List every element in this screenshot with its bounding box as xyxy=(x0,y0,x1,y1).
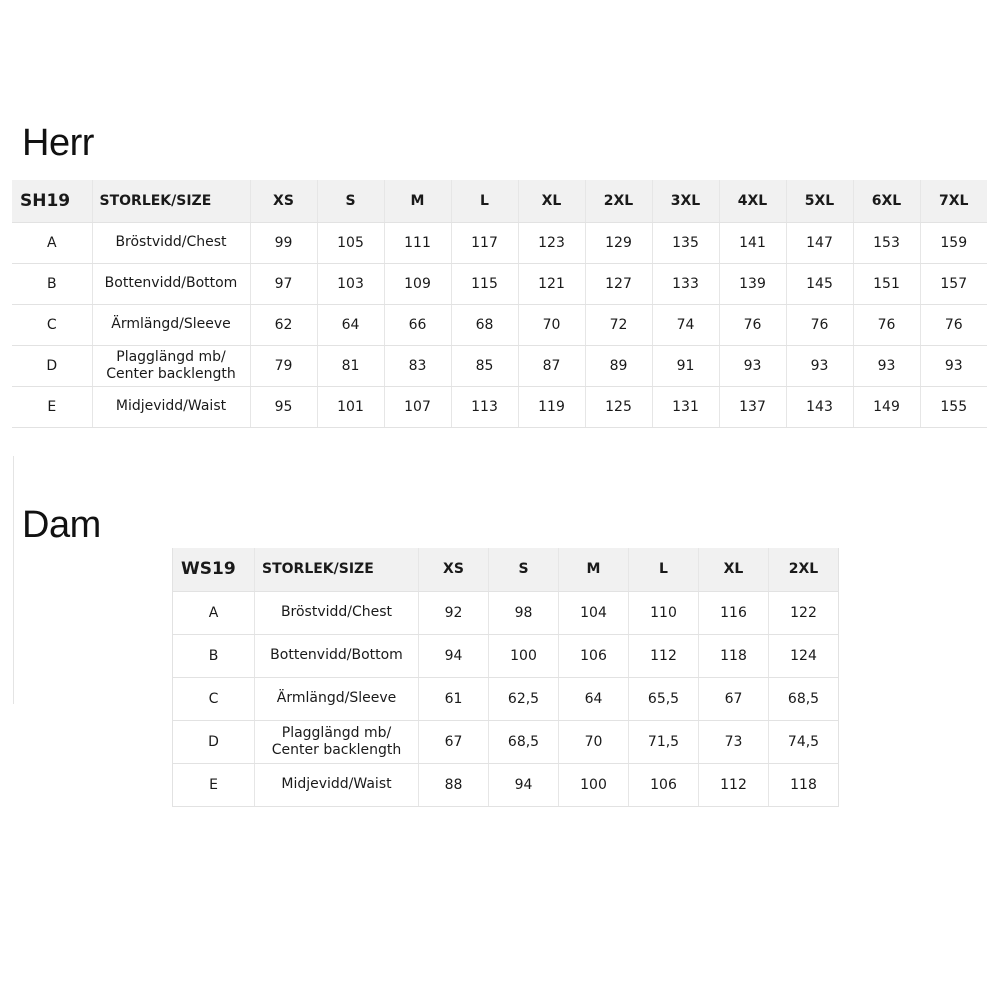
measure-label-line: Center backlength xyxy=(271,741,402,758)
measure-value: 93 xyxy=(853,345,920,386)
dam-section-title: Dam xyxy=(22,504,101,546)
measure-value: 76 xyxy=(786,304,853,345)
measure-value: 103 xyxy=(317,263,384,304)
size-header-l: L xyxy=(629,548,699,591)
measure-value: 74,5 xyxy=(769,720,839,763)
measure-value: 115 xyxy=(451,263,518,304)
measure-value: 133 xyxy=(652,263,719,304)
measure-value: 87 xyxy=(518,345,585,386)
measure-value: 118 xyxy=(699,634,769,677)
measure-label-line: Plagglängd mb/ xyxy=(116,348,226,365)
measure-label xyxy=(92,222,250,263)
measure-value: 155 xyxy=(920,386,987,427)
measure-label-line: Ärmlängd/Sleeve xyxy=(276,690,397,706)
measure-value: 116 xyxy=(699,591,769,634)
measure-value: 74 xyxy=(652,304,719,345)
measure-value: 141 xyxy=(719,222,786,263)
measure-label xyxy=(92,345,250,386)
size-header-xs: XS xyxy=(419,548,489,591)
measure-value: 64 xyxy=(317,304,384,345)
measure-value: 125 xyxy=(585,386,652,427)
measure-label-line: Bröstvidd/Chest xyxy=(115,234,227,250)
measure-label xyxy=(92,263,250,304)
measure-letter: B xyxy=(173,634,255,677)
measure-letter: A xyxy=(173,591,255,634)
measure-value: 159 xyxy=(920,222,987,263)
measure-value: 76 xyxy=(853,304,920,345)
measure-value: 100 xyxy=(489,634,559,677)
measure-value: 151 xyxy=(853,263,920,304)
measure-value: 79 xyxy=(250,345,317,386)
measure-value: 83 xyxy=(384,345,451,386)
measure-value: 117 xyxy=(451,222,518,263)
measure-value: 139 xyxy=(719,263,786,304)
measure-value: 64 xyxy=(559,677,629,720)
measure-value: 92 xyxy=(419,591,489,634)
measure-value: 93 xyxy=(920,345,987,386)
size-header-xl: XL xyxy=(518,180,585,222)
measure-value: 107 xyxy=(384,386,451,427)
measure-label-line: Midjevidd/Waist xyxy=(281,776,392,792)
size-header-l: L xyxy=(451,180,518,222)
measure-value: 89 xyxy=(585,345,652,386)
table-row xyxy=(173,591,839,634)
herr-size-table xyxy=(12,180,987,428)
measure-letter: D xyxy=(12,345,92,386)
measure-value: 68,5 xyxy=(489,720,559,763)
measure-value: 88 xyxy=(419,763,489,806)
measure-value: 123 xyxy=(518,222,585,263)
size-column-header: STORLEK/SIZE xyxy=(92,180,250,222)
dam-size-table xyxy=(172,548,839,807)
table-row xyxy=(12,304,987,345)
measure-label-line: Bottenvidd/Bottom xyxy=(270,647,403,663)
herr-section-title: Herr xyxy=(22,122,94,164)
measure-label-line: Midjevidd/Waist xyxy=(115,398,227,414)
measure-value: 147 xyxy=(786,222,853,263)
measure-letter: E xyxy=(173,763,255,806)
size-header-m: M xyxy=(559,548,629,591)
measure-value: 113 xyxy=(451,386,518,427)
measure-value: 153 xyxy=(853,222,920,263)
measure-value: 91 xyxy=(652,345,719,386)
measure-label xyxy=(255,591,419,634)
measure-value: 149 xyxy=(853,386,920,427)
product-code: SH19 xyxy=(12,180,92,222)
table-row xyxy=(12,263,987,304)
measure-label-line: Bröstvidd/Chest xyxy=(280,604,393,620)
measure-label xyxy=(92,304,250,345)
measure-value: 85 xyxy=(451,345,518,386)
measure-value: 124 xyxy=(769,634,839,677)
measure-value: 112 xyxy=(699,763,769,806)
measure-value: 100 xyxy=(559,763,629,806)
measure-value: 112 xyxy=(629,634,699,677)
measure-value: 111 xyxy=(384,222,451,263)
table-row xyxy=(12,222,987,263)
measure-label xyxy=(255,763,419,806)
measure-value: 105 xyxy=(317,222,384,263)
measure-value: 95 xyxy=(250,386,317,427)
size-header-2xl: 2XL xyxy=(769,548,839,591)
measure-value: 67 xyxy=(419,720,489,763)
product-code: WS19 xyxy=(173,548,255,591)
measure-value: 81 xyxy=(317,345,384,386)
measure-value: 106 xyxy=(629,763,699,806)
measure-value: 70 xyxy=(518,304,585,345)
size-header-3xl: 3XL xyxy=(652,180,719,222)
measure-value: 135 xyxy=(652,222,719,263)
size-header-m: M xyxy=(384,180,451,222)
herr-header-row xyxy=(12,180,987,222)
measure-value: 109 xyxy=(384,263,451,304)
measure-label-line: Ärmlängd/Sleeve xyxy=(111,316,231,332)
measure-value: 157 xyxy=(920,263,987,304)
measure-letter: E xyxy=(12,386,92,427)
table-row xyxy=(173,763,839,806)
measure-value: 93 xyxy=(786,345,853,386)
table-row xyxy=(12,345,987,386)
measure-value: 106 xyxy=(559,634,629,677)
measure-label xyxy=(255,634,419,677)
measure-value: 94 xyxy=(419,634,489,677)
measure-letter: C xyxy=(173,677,255,720)
measure-value: 119 xyxy=(518,386,585,427)
measure-value: 68 xyxy=(451,304,518,345)
size-header-6xl: 6XL xyxy=(853,180,920,222)
measure-value: 129 xyxy=(585,222,652,263)
measure-label-line: Bottenvidd/Bottom xyxy=(104,275,238,291)
measure-value: 62,5 xyxy=(489,677,559,720)
table-row xyxy=(173,634,839,677)
size-header-s: S xyxy=(489,548,559,591)
measure-value: 94 xyxy=(489,763,559,806)
size-header-2xl: 2XL xyxy=(585,180,652,222)
divider-line xyxy=(13,456,14,704)
size-header-5xl: 5XL xyxy=(786,180,853,222)
measure-value: 76 xyxy=(719,304,786,345)
measure-letter: A xyxy=(12,222,92,263)
measure-value: 143 xyxy=(786,386,853,427)
dam-header-row xyxy=(173,548,839,591)
measure-value: 131 xyxy=(652,386,719,427)
measure-value: 104 xyxy=(559,591,629,634)
measure-label xyxy=(255,677,419,720)
size-header-xl: XL xyxy=(699,548,769,591)
table-row xyxy=(12,386,987,427)
size-column-header: STORLEK/SIZE xyxy=(255,548,419,591)
size-header-s: S xyxy=(317,180,384,222)
measure-value: 68,5 xyxy=(769,677,839,720)
measure-value: 145 xyxy=(786,263,853,304)
measure-value: 65,5 xyxy=(629,677,699,720)
measure-value: 70 xyxy=(559,720,629,763)
measure-value: 93 xyxy=(719,345,786,386)
measure-value: 121 xyxy=(518,263,585,304)
measure-letter: D xyxy=(173,720,255,763)
measure-value: 137 xyxy=(719,386,786,427)
size-header-4xl: 4XL xyxy=(719,180,786,222)
measure-value: 122 xyxy=(769,591,839,634)
measure-value: 73 xyxy=(699,720,769,763)
measure-value: 98 xyxy=(489,591,559,634)
measure-value: 127 xyxy=(585,263,652,304)
table-row xyxy=(173,720,839,763)
measure-value: 61 xyxy=(419,677,489,720)
measure-value: 76 xyxy=(920,304,987,345)
measure-value: 110 xyxy=(629,591,699,634)
measure-letter: B xyxy=(12,263,92,304)
measure-label-line: Plagglängd mb/ xyxy=(281,724,392,741)
measure-value: 97 xyxy=(250,263,317,304)
measure-letter: C xyxy=(12,304,92,345)
size-header-7xl: 7XL xyxy=(920,180,987,222)
measure-value: 62 xyxy=(250,304,317,345)
measure-value: 101 xyxy=(317,386,384,427)
measure-label-line: Center backlength xyxy=(106,365,236,382)
measure-value: 67 xyxy=(699,677,769,720)
measure-value: 72 xyxy=(585,304,652,345)
measure-label xyxy=(92,386,250,427)
measure-label xyxy=(255,720,419,763)
measure-value: 66 xyxy=(384,304,451,345)
table-row xyxy=(173,677,839,720)
measure-value: 71,5 xyxy=(629,720,699,763)
measure-value: 118 xyxy=(769,763,839,806)
size-header-xs: XS xyxy=(250,180,317,222)
measure-value: 99 xyxy=(250,222,317,263)
